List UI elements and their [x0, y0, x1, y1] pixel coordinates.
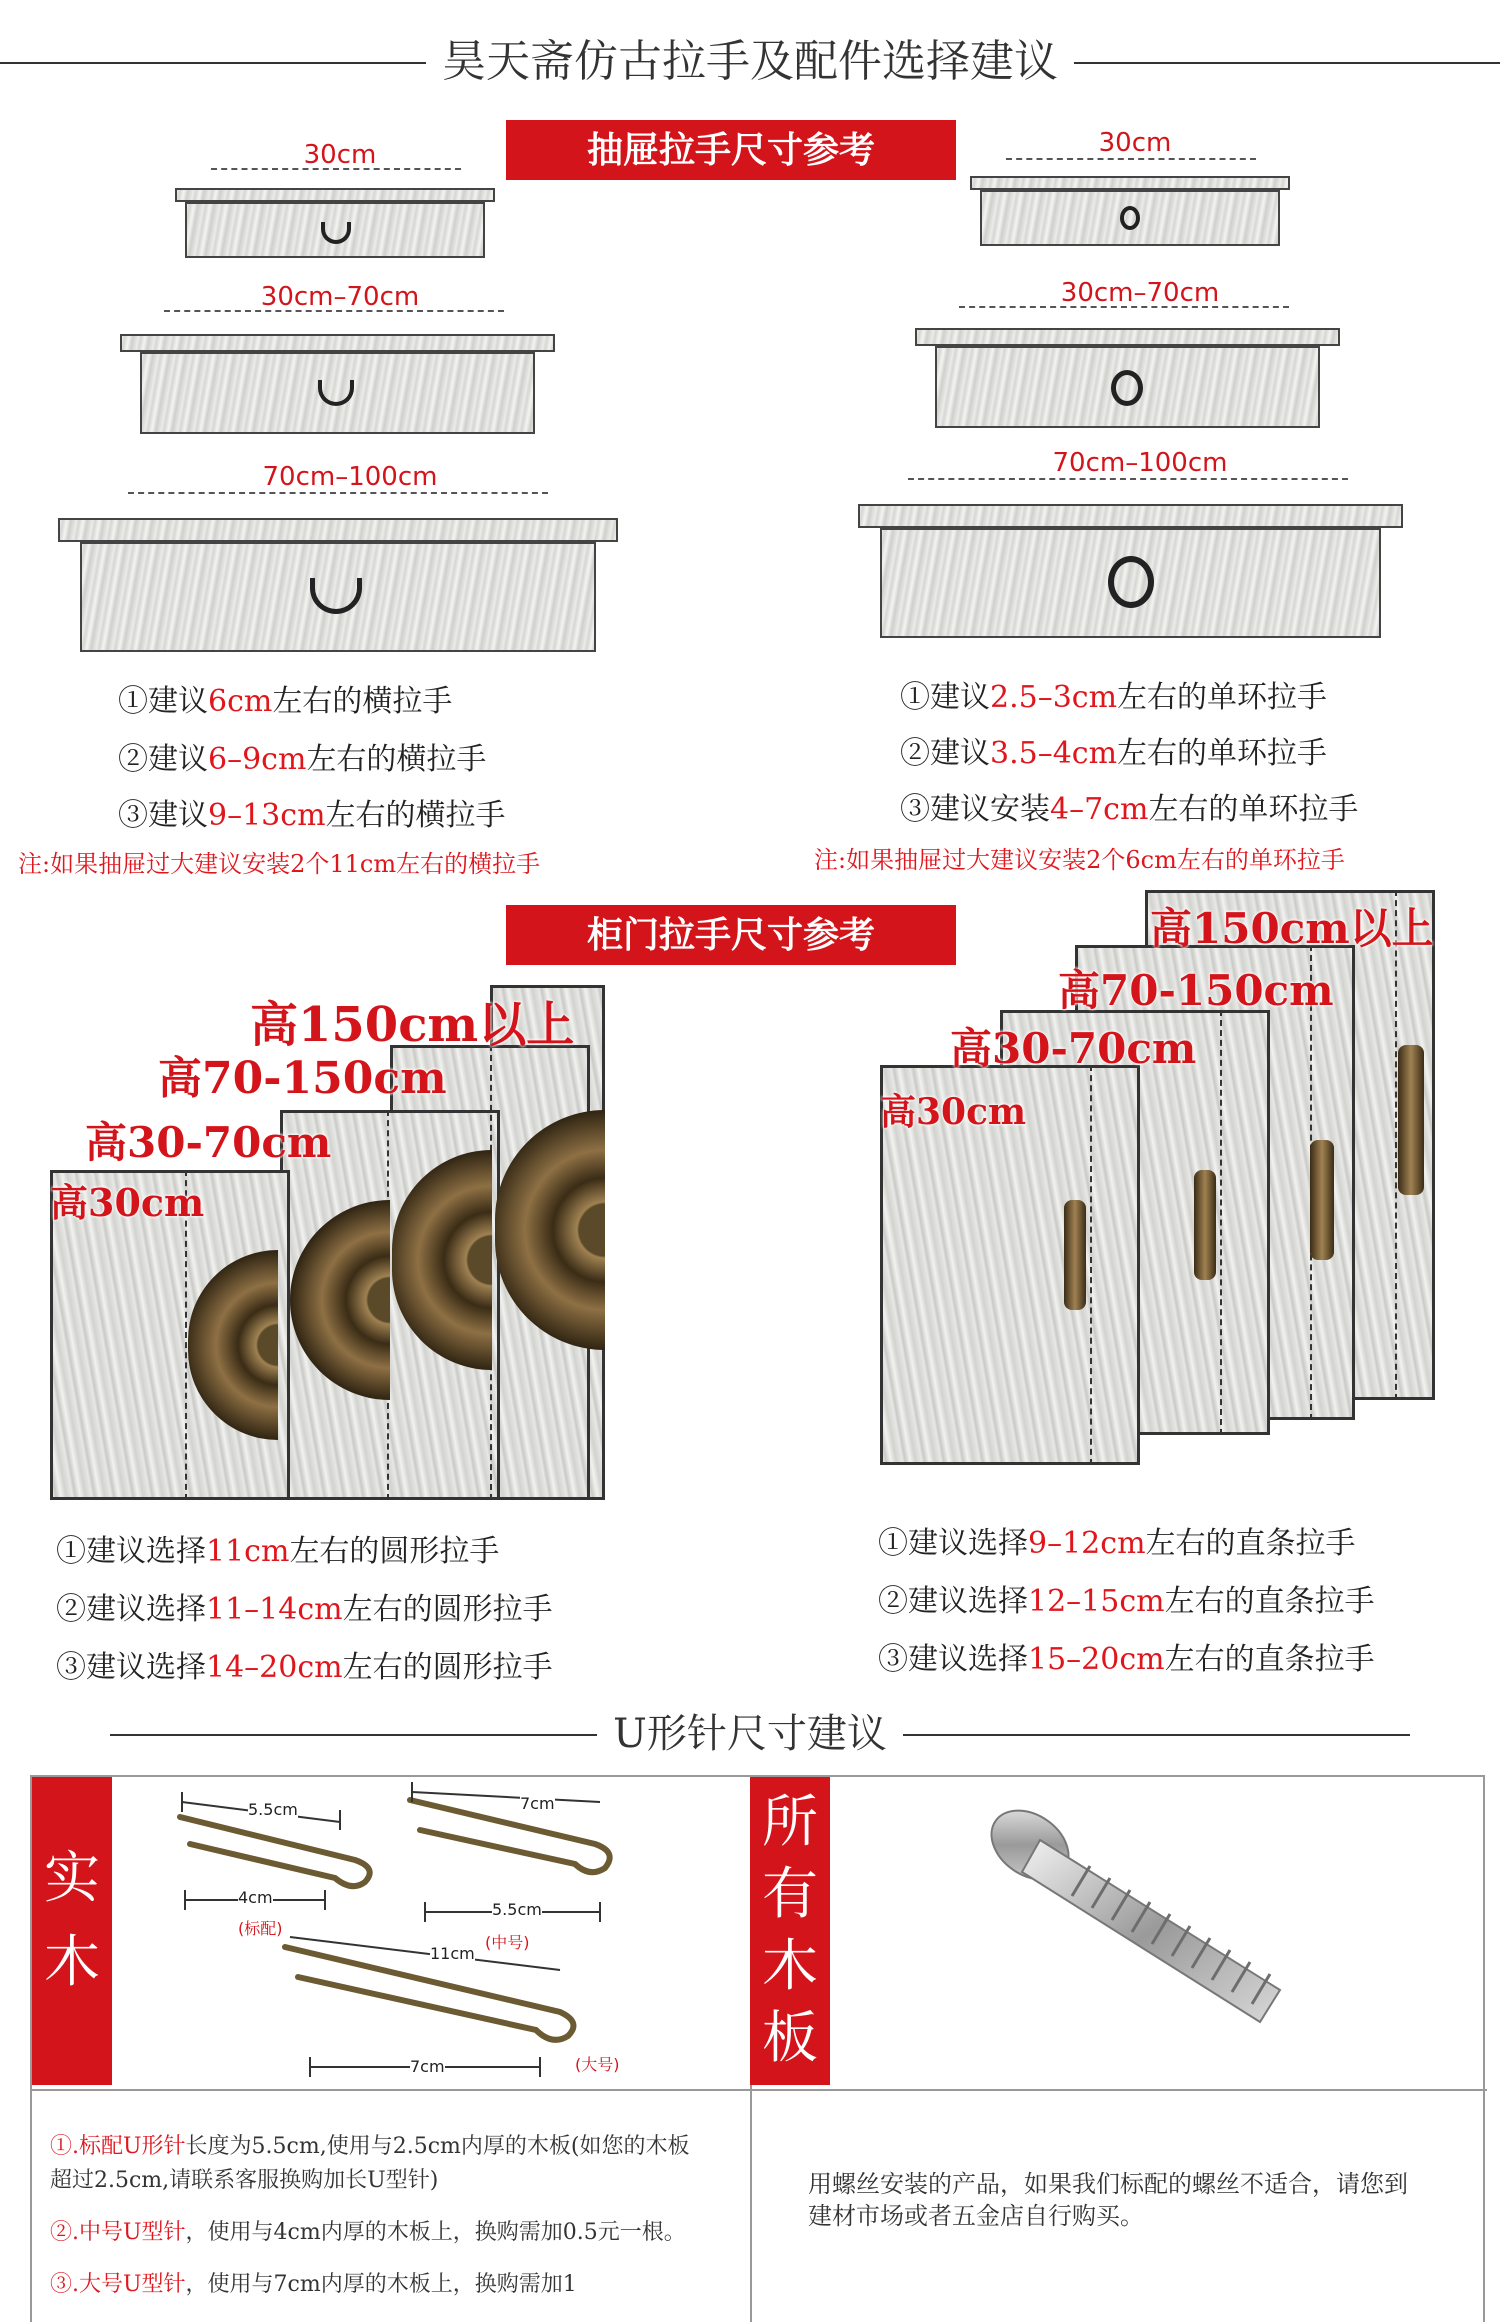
pin-length-label: 5.5cm: [248, 1800, 298, 1819]
height-label: 高70-150cm: [158, 1053, 447, 1104]
suggestion-line: ②建议选择11–14cm左右的圆形拉手: [56, 1592, 553, 1627]
drawer-large: [858, 478, 1403, 648]
u-pin-illustration: [120, 1782, 710, 2082]
suggestion-line: ③建议9–13cm左右的横拉手: [118, 798, 506, 833]
straight-handle-icon: [1310, 1140, 1334, 1260]
straight-handle-icon: [1194, 1170, 1216, 1280]
pin-name-label: (大号): [575, 2055, 620, 2074]
u-pin-desc-line: ②.中号U型针，使用与4cm内厚的木板上，换购需加0.5元一根。: [50, 2220, 686, 2245]
drawer-large: [58, 492, 618, 662]
height-label: 高30-70cm: [950, 1024, 1197, 1073]
suggestion-line: ③建议选择15–20cm左右的直条拉手: [878, 1642, 1375, 1677]
all-boards-label: 所 有 木 板: [750, 1777, 830, 2085]
suggestion-line: ③建议选择14–20cm左右的圆形拉手: [56, 1650, 553, 1685]
height-label: 高30cm: [880, 1091, 1027, 1133]
dimension-label: 30cm: [303, 140, 377, 170]
u-pin-desc-line: ③.大号U型针，使用与7cm内厚的木板上，换购需加1: [50, 2272, 577, 2297]
dimension-label: 30cm–70cm: [260, 282, 420, 312]
drawer-medium: [120, 310, 555, 445]
page-title: 昊天斋仿古拉手及配件选择建议: [426, 36, 1074, 87]
dimension-label: 70cm–100cm: [1052, 448, 1228, 478]
dimension-label: 30cm: [1098, 128, 1172, 158]
drawer-small: [970, 158, 1290, 258]
pin-width-label: 4cm: [238, 1888, 273, 1907]
screw-icon: [980, 1800, 1320, 2050]
drawer-note: 注:如果抽屉过大建议安装2个6cm左右的单环拉手: [814, 846, 1345, 874]
height-label: 高70-150cm: [1058, 966, 1334, 1015]
suggestion-line: ①建议6cm左右的横拉手: [118, 684, 453, 719]
page-header: [0, 32, 1500, 92]
pin-name-label: (标配): [238, 1919, 283, 1938]
suggestion-line: ①建议2.5–3cm左右的单环拉手: [900, 680, 1328, 715]
u-section-header: [0, 1704, 1500, 1764]
dimension-label: 70cm–100cm: [262, 462, 438, 492]
straight-handle-icon: [1064, 1200, 1086, 1310]
drawer-medium: [915, 306, 1340, 441]
u-pin-desc-line: ①.标配U形针长度为5.5cm,使用与2.5cm内厚的木板(如您的木板超过2.5cm,请联系客服换购加长U型针): [50, 2134, 690, 2193]
screw-desc: 用螺丝安装的产品，如果我们标配的螺丝不适合，请您到建材市场或者五金店自行购买。: [808, 2170, 1408, 2230]
suggestion-line: ②建议3.5–4cm左右的单环拉手: [900, 736, 1328, 771]
pin-width-label: 5.5cm: [492, 1900, 542, 1919]
ring-handle-icon: [1120, 206, 1140, 230]
ring-handle-icon: [1108, 556, 1154, 608]
height-label: 高30cm: [50, 1180, 205, 1225]
door-banner: 柜门拉手尺寸参考: [506, 905, 956, 965]
pin-name-label: (中号): [485, 1933, 530, 1952]
suggestion-line: ①建议选择9–12cm左右的直条拉手: [878, 1526, 1356, 1561]
height-label: 高30-70cm: [85, 1118, 332, 1167]
pin-width-label: 7cm: [410, 2057, 445, 2076]
drawer-small: [175, 168, 495, 268]
suggestion-line: ②建议选择12–15cm左右的直条拉手: [878, 1584, 1375, 1619]
suggestion-line: ①建议选择11cm左右的圆形拉手: [56, 1534, 500, 1569]
drawer-banner: 抽屉拉手尺寸参考: [506, 120, 956, 180]
pin-length-label: 11cm: [430, 1944, 475, 1963]
dimension-label: 30cm–70cm: [1060, 278, 1220, 308]
screw-image: [980, 1800, 1320, 2050]
ring-handle-icon: [1111, 370, 1143, 406]
solid-wood-label: 实 木: [32, 1777, 112, 2085]
pin-length-label: 7cm: [520, 1794, 555, 1813]
height-label: 高150cm以上: [1150, 904, 1434, 953]
u-pin-desc: [50, 2130, 710, 2302]
height-label: 高150cm以上: [250, 997, 575, 1053]
drawer-note: 注:如果抽屉过大建议安装2个11cm左右的横拉手: [18, 850, 541, 878]
suggestion-line: ③建议安装4–7cm左右的单环拉手: [900, 792, 1359, 827]
u-section-title: U形针尺寸建议: [597, 1711, 903, 1757]
u-pin-drawings: [120, 1782, 710, 2082]
suggestion-line: ②建议6–9cm左右的横拉手: [118, 742, 487, 777]
straight-handle-icon: [1398, 1045, 1424, 1195]
